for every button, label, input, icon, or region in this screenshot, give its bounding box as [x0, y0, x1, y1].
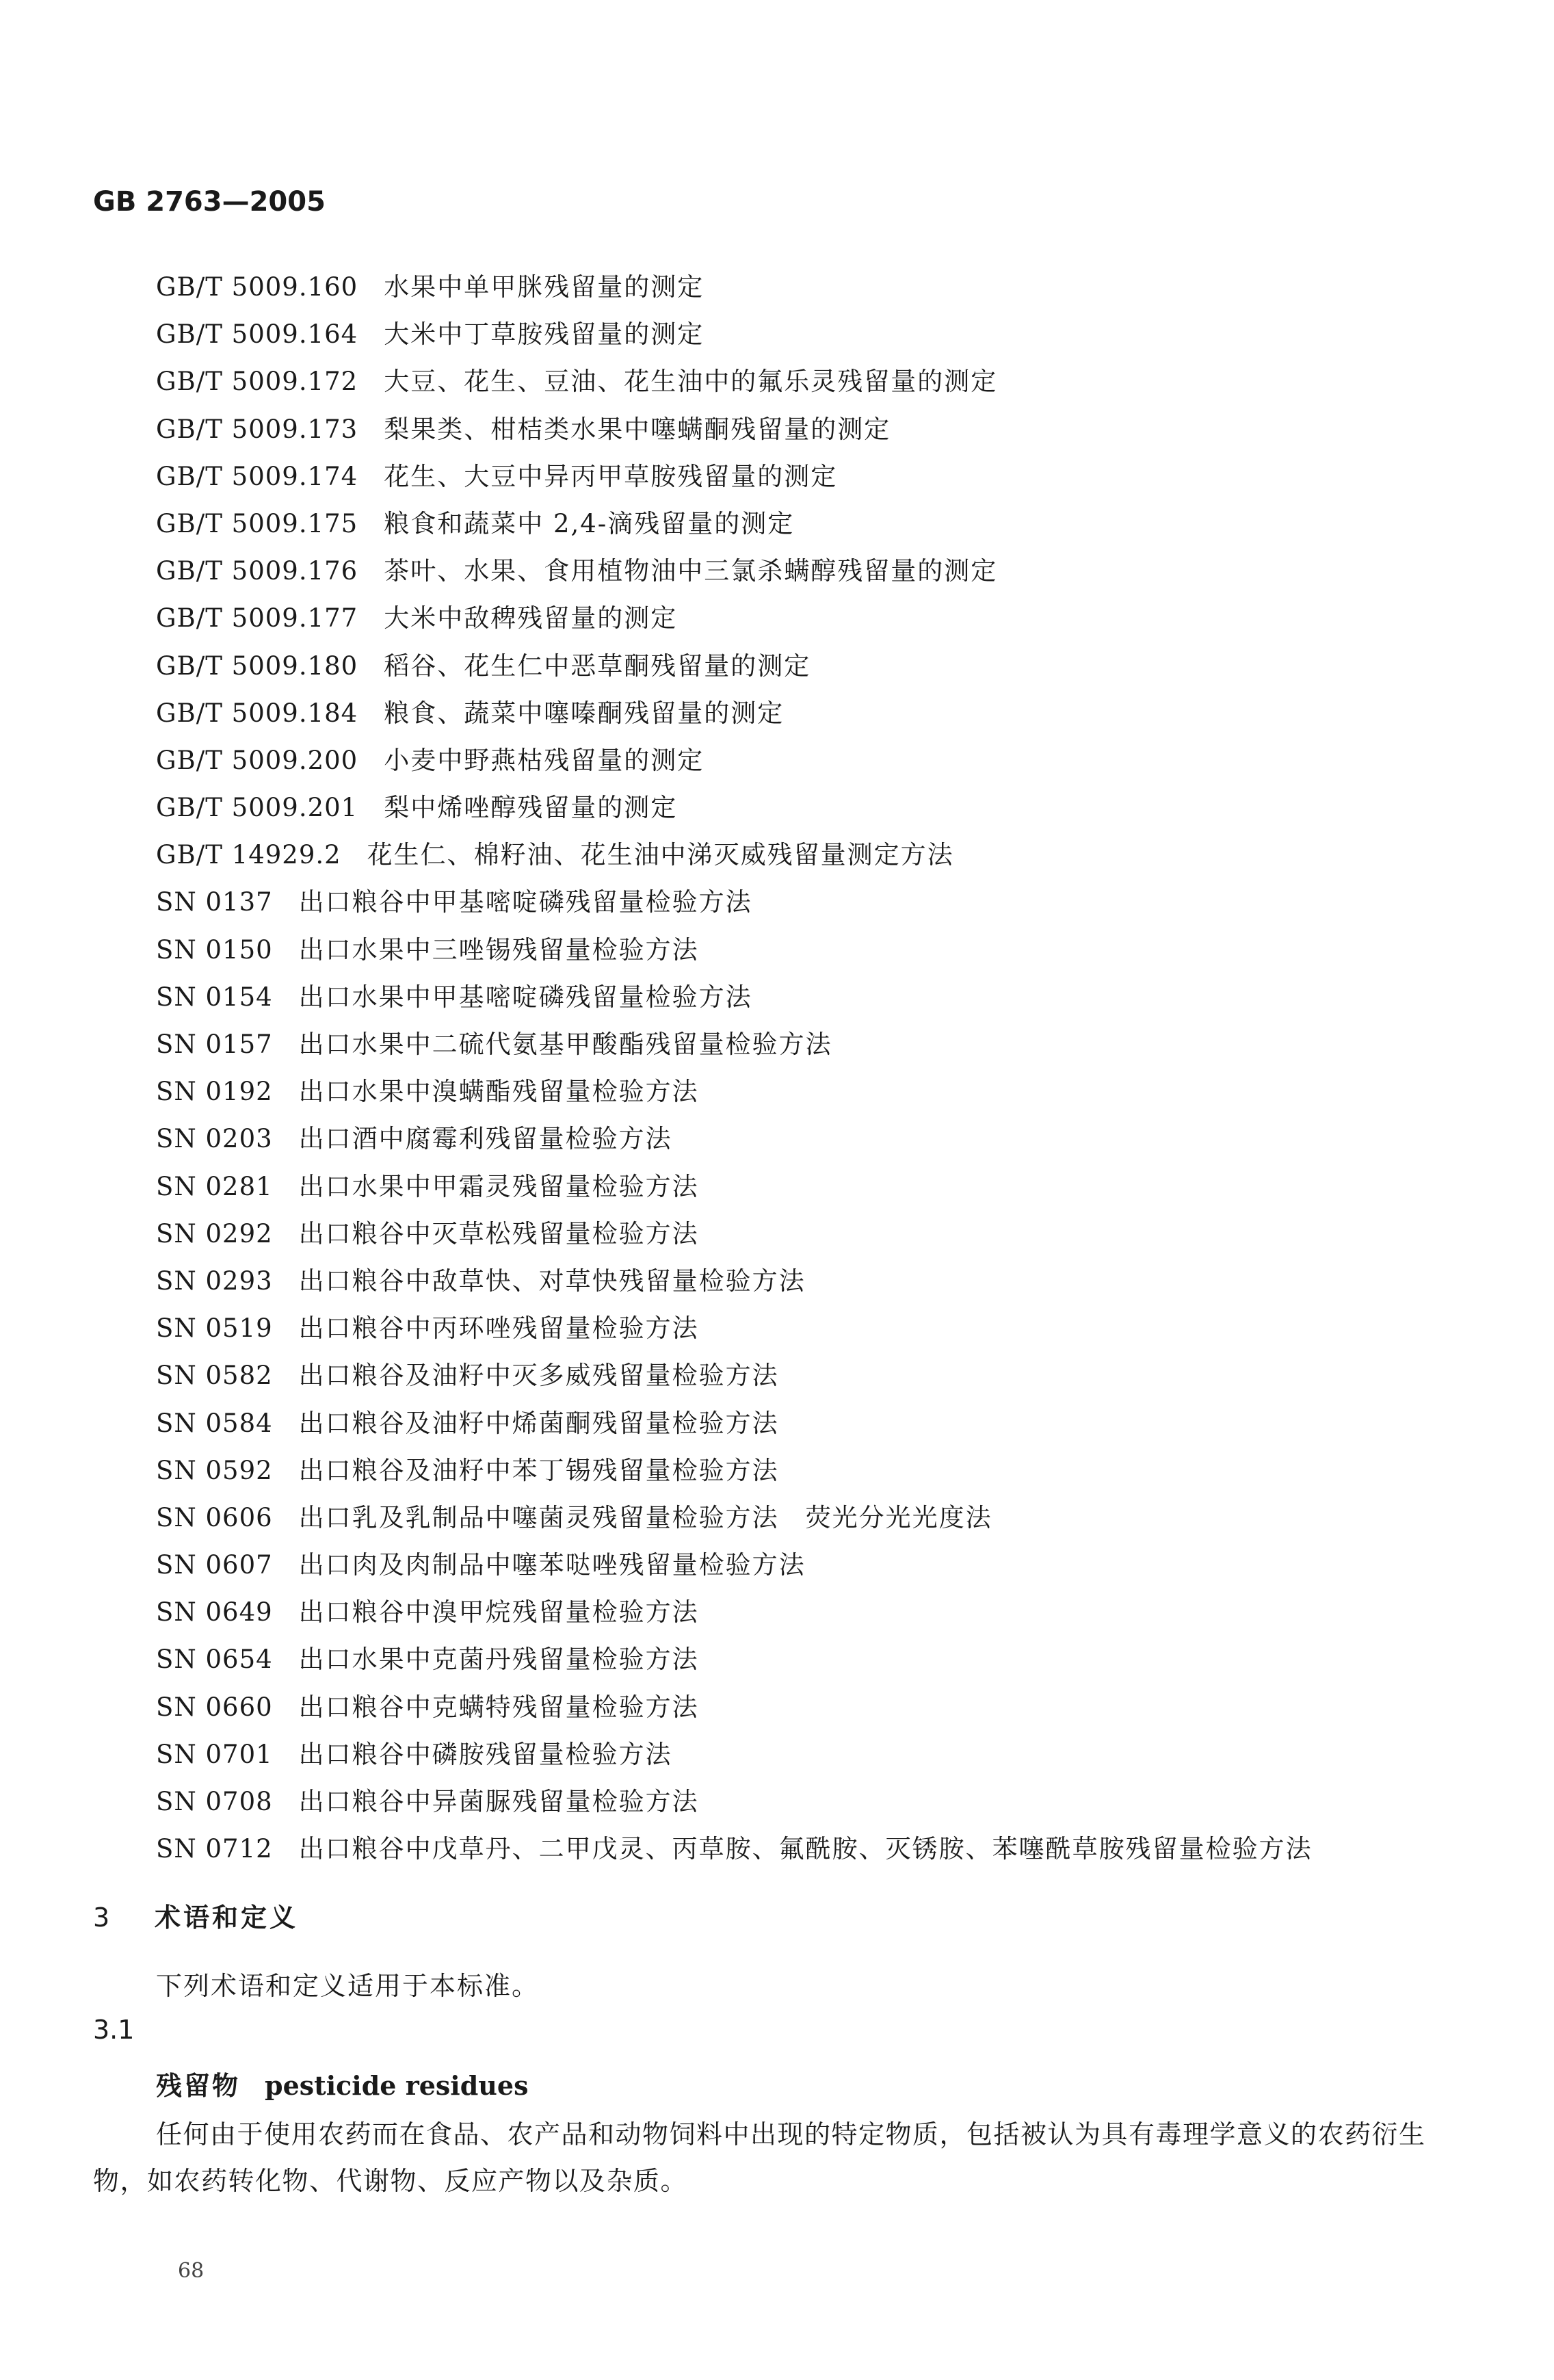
reference-code: SN 0660 [156, 1692, 273, 1722]
reference-title: 粮食、蔬菜中噻嗪酮残留量的测定 [384, 698, 785, 728]
reference-code: GB/T 5009.184 [156, 698, 358, 728]
clause-number: 3.1 [93, 2015, 135, 2045]
reference-title: 出口粮谷及油籽中灭多威残留量检验方法 [298, 1361, 779, 1391]
reference-code: GB/T 5009.200 [156, 745, 358, 775]
reference-item [156, 1257, 1456, 1305]
reference-item [156, 737, 1456, 784]
reference-item [156, 1778, 1456, 1825]
reference-code: SN 0281 [156, 1171, 273, 1201]
normative-references-list [156, 263, 1456, 1872]
reference-code: GB/T 5009.173 [156, 414, 358, 444]
reference-title: 花生、大豆中异丙甲草胺残留量的测定 [384, 461, 838, 491]
reference-code: SN 0519 [156, 1313, 273, 1344]
reference-title: 茶叶、水果、食用植物油中三氯杀螨醇残留量的测定 [384, 556, 998, 586]
reference-item [156, 594, 1456, 642]
reference-title: 大米中敌稗残留量的测定 [384, 603, 678, 633]
reference-title: 大豆、花生、豆油、花生油中的氟乐灵残留量的测定 [384, 367, 998, 397]
reference-title: 花生仁、棉籽油、花生油中涕灭威残留量测定方法 [367, 840, 954, 870]
reference-title: 梨果类、柑桔类水果中噻螨酮残留量的测定 [384, 414, 891, 444]
term-line [156, 2065, 529, 2102]
reference-title: 出口水果中三唑锡残留量检验方法 [298, 934, 699, 965]
reference-code: GB/T 5009.201 [156, 793, 358, 823]
reference-item [156, 1588, 1456, 1636]
reference-title: 出口酒中腐霉利残留量检验方法 [298, 1124, 672, 1154]
term-english: pesticide residues [265, 2070, 529, 2101]
reference-code: GB/T 5009.180 [156, 651, 358, 681]
reference-item [156, 1210, 1456, 1257]
reference-item [156, 1021, 1456, 1068]
reference-code: GB/T 5009.175 [156, 508, 358, 538]
reference-item [156, 973, 1456, 1021]
reference-code: SN 0606 [156, 1502, 273, 1532]
reference-code: SN 0607 [156, 1550, 273, 1580]
reference-item [156, 690, 1456, 737]
reference-code: GB/T 5009.164 [156, 319, 358, 350]
reference-title: 出口肉及肉制品中噻苯哒唑残留量检验方法 [298, 1550, 806, 1580]
reference-code: SN 0150 [156, 934, 273, 965]
reference-code: GB/T 5009.174 [156, 461, 358, 491]
reference-item [156, 1163, 1456, 1210]
reference-code: SN 0292 [156, 1218, 273, 1248]
reference-code: SN 0584 [156, 1408, 273, 1438]
reference-code: SN 0203 [156, 1124, 273, 1154]
reference-title: 出口水果中克菌丹残留量检验方法 [298, 1645, 699, 1675]
reference-code: GB/T 5009.177 [156, 603, 358, 633]
reference-code: GB/T 14929.2 [156, 840, 341, 870]
standard-header: GB 2763—2005 [93, 186, 326, 218]
reference-item [156, 831, 1456, 878]
reference-item [156, 1068, 1456, 1115]
term-chinese: 残留物 [156, 2071, 241, 2101]
reference-item [156, 1636, 1456, 1683]
reference-item [156, 263, 1456, 311]
reference-code: SN 0701 [156, 1739, 273, 1769]
reference-item [156, 1541, 1456, 1588]
term-definition: 任何由于使用农药而在食品、农产品和动物饲料中出现的特定物质，包括被认为具有毒理学意义的农药衍生物，如农药转化物、代谢物、反应产物以及杂质。 [93, 2119, 1426, 2196]
reference-title: 出口粮谷中溴甲烷残留量检验方法 [298, 1597, 699, 1627]
reference-code: SN 0154 [156, 982, 273, 1012]
reference-item [156, 1825, 1456, 1872]
reference-title: 出口粮谷中丙环唑残留量检验方法 [298, 1313, 699, 1344]
reference-item [156, 547, 1456, 594]
reference-code: SN 0712 [156, 1834, 273, 1864]
reference-code: SN 0192 [156, 1077, 273, 1107]
reference-item [156, 453, 1456, 500]
reference-title: 出口水果中二硫代氨基甲酸酯残留量检验方法 [298, 1030, 832, 1059]
reference-title: 出口粮谷中异菌脲残留量检验方法 [298, 1787, 699, 1816]
reference-title: 出口粮谷中磷胺残留量检验方法 [298, 1739, 672, 1769]
reference-title: 出口粮谷中克螨特残留量检验方法 [298, 1692, 699, 1722]
reference-item [156, 1400, 1456, 1447]
reference-item [156, 784, 1456, 831]
reference-code: SN 0582 [156, 1361, 273, 1391]
reference-code: SN 0592 [156, 1455, 273, 1485]
reference-item [156, 500, 1456, 547]
reference-title: 小麦中野燕枯残留量的测定 [384, 745, 704, 775]
reference-title: 出口粮谷中灭草松残留量检验方法 [298, 1218, 699, 1248]
reference-code: SN 0649 [156, 1597, 273, 1627]
reference-title: 梨中烯唑醇残留量的测定 [384, 793, 678, 823]
reference-title: 稻谷、花生仁中恶草酮残留量的测定 [384, 651, 811, 681]
reference-title: 出口水果中溴螨酯残留量检验方法 [298, 1077, 699, 1107]
reference-item [156, 311, 1456, 358]
section-heading [93, 1896, 298, 1934]
reference-item [156, 1731, 1456, 1778]
reference-code: SN 0293 [156, 1266, 273, 1296]
reference-title: 出口粮谷及油籽中苯丁锡残留量检验方法 [298, 1455, 779, 1485]
reference-item [156, 1305, 1456, 1352]
page-number: 68 [178, 2259, 205, 2283]
reference-title: 出口粮谷及油籽中烯菌酮残留量检验方法 [298, 1408, 779, 1438]
reference-item [156, 1494, 1456, 1541]
reference-item [156, 1684, 1456, 1731]
reference-item [156, 926, 1456, 973]
reference-title: 出口粮谷中戊草丹、二甲戊灵、丙草胺、氟酰胺、灭锈胺、苯噻酰草胺残留量检验方法 [298, 1834, 1313, 1864]
section-title: 术语和定义 [155, 1902, 299, 1933]
reference-item [156, 358, 1456, 405]
reference-item [156, 406, 1456, 453]
reference-item [156, 1115, 1456, 1162]
reference-code: GB/T 5009.172 [156, 367, 358, 397]
reference-code: GB/T 5009.176 [156, 556, 358, 586]
reference-title: 出口粮谷中甲基嘧啶磷残留量检验方法 [298, 887, 752, 917]
reference-title: 出口水果中甲基嘧啶磷残留量检验方法 [298, 982, 752, 1012]
reference-code: SN 0654 [156, 1645, 273, 1675]
reference-code: SN 0157 [156, 1030, 273, 1059]
reference-title: 水果中单甲脒残留量的测定 [384, 272, 704, 302]
reference-code: SN 0137 [156, 887, 273, 917]
reference-item [156, 1352, 1456, 1399]
reference-title: 大米中丁草胺残留量的测定 [384, 319, 704, 350]
reference-title: 出口乳及乳制品中噻菌灵残留量检验方法 荧光分光光度法 [298, 1502, 992, 1532]
reference-item [156, 878, 1456, 926]
reference-code: GB/T 5009.160 [156, 272, 358, 302]
reference-title: 出口水果中甲霜灵残留量检验方法 [298, 1171, 699, 1201]
reference-item [156, 642, 1456, 690]
reference-title: 出口粮谷中敌草快、对草快残留量检验方法 [298, 1266, 806, 1296]
section-intro: 下列术语和定义适用于本标准。 [156, 1971, 540, 2001]
reference-title: 粮食和蔬菜中 2,4-滴残留量的测定 [384, 508, 795, 538]
reference-code: SN 0708 [156, 1787, 273, 1816]
reference-item [156, 1447, 1456, 1494]
section-number: 3 [93, 1902, 110, 1933]
